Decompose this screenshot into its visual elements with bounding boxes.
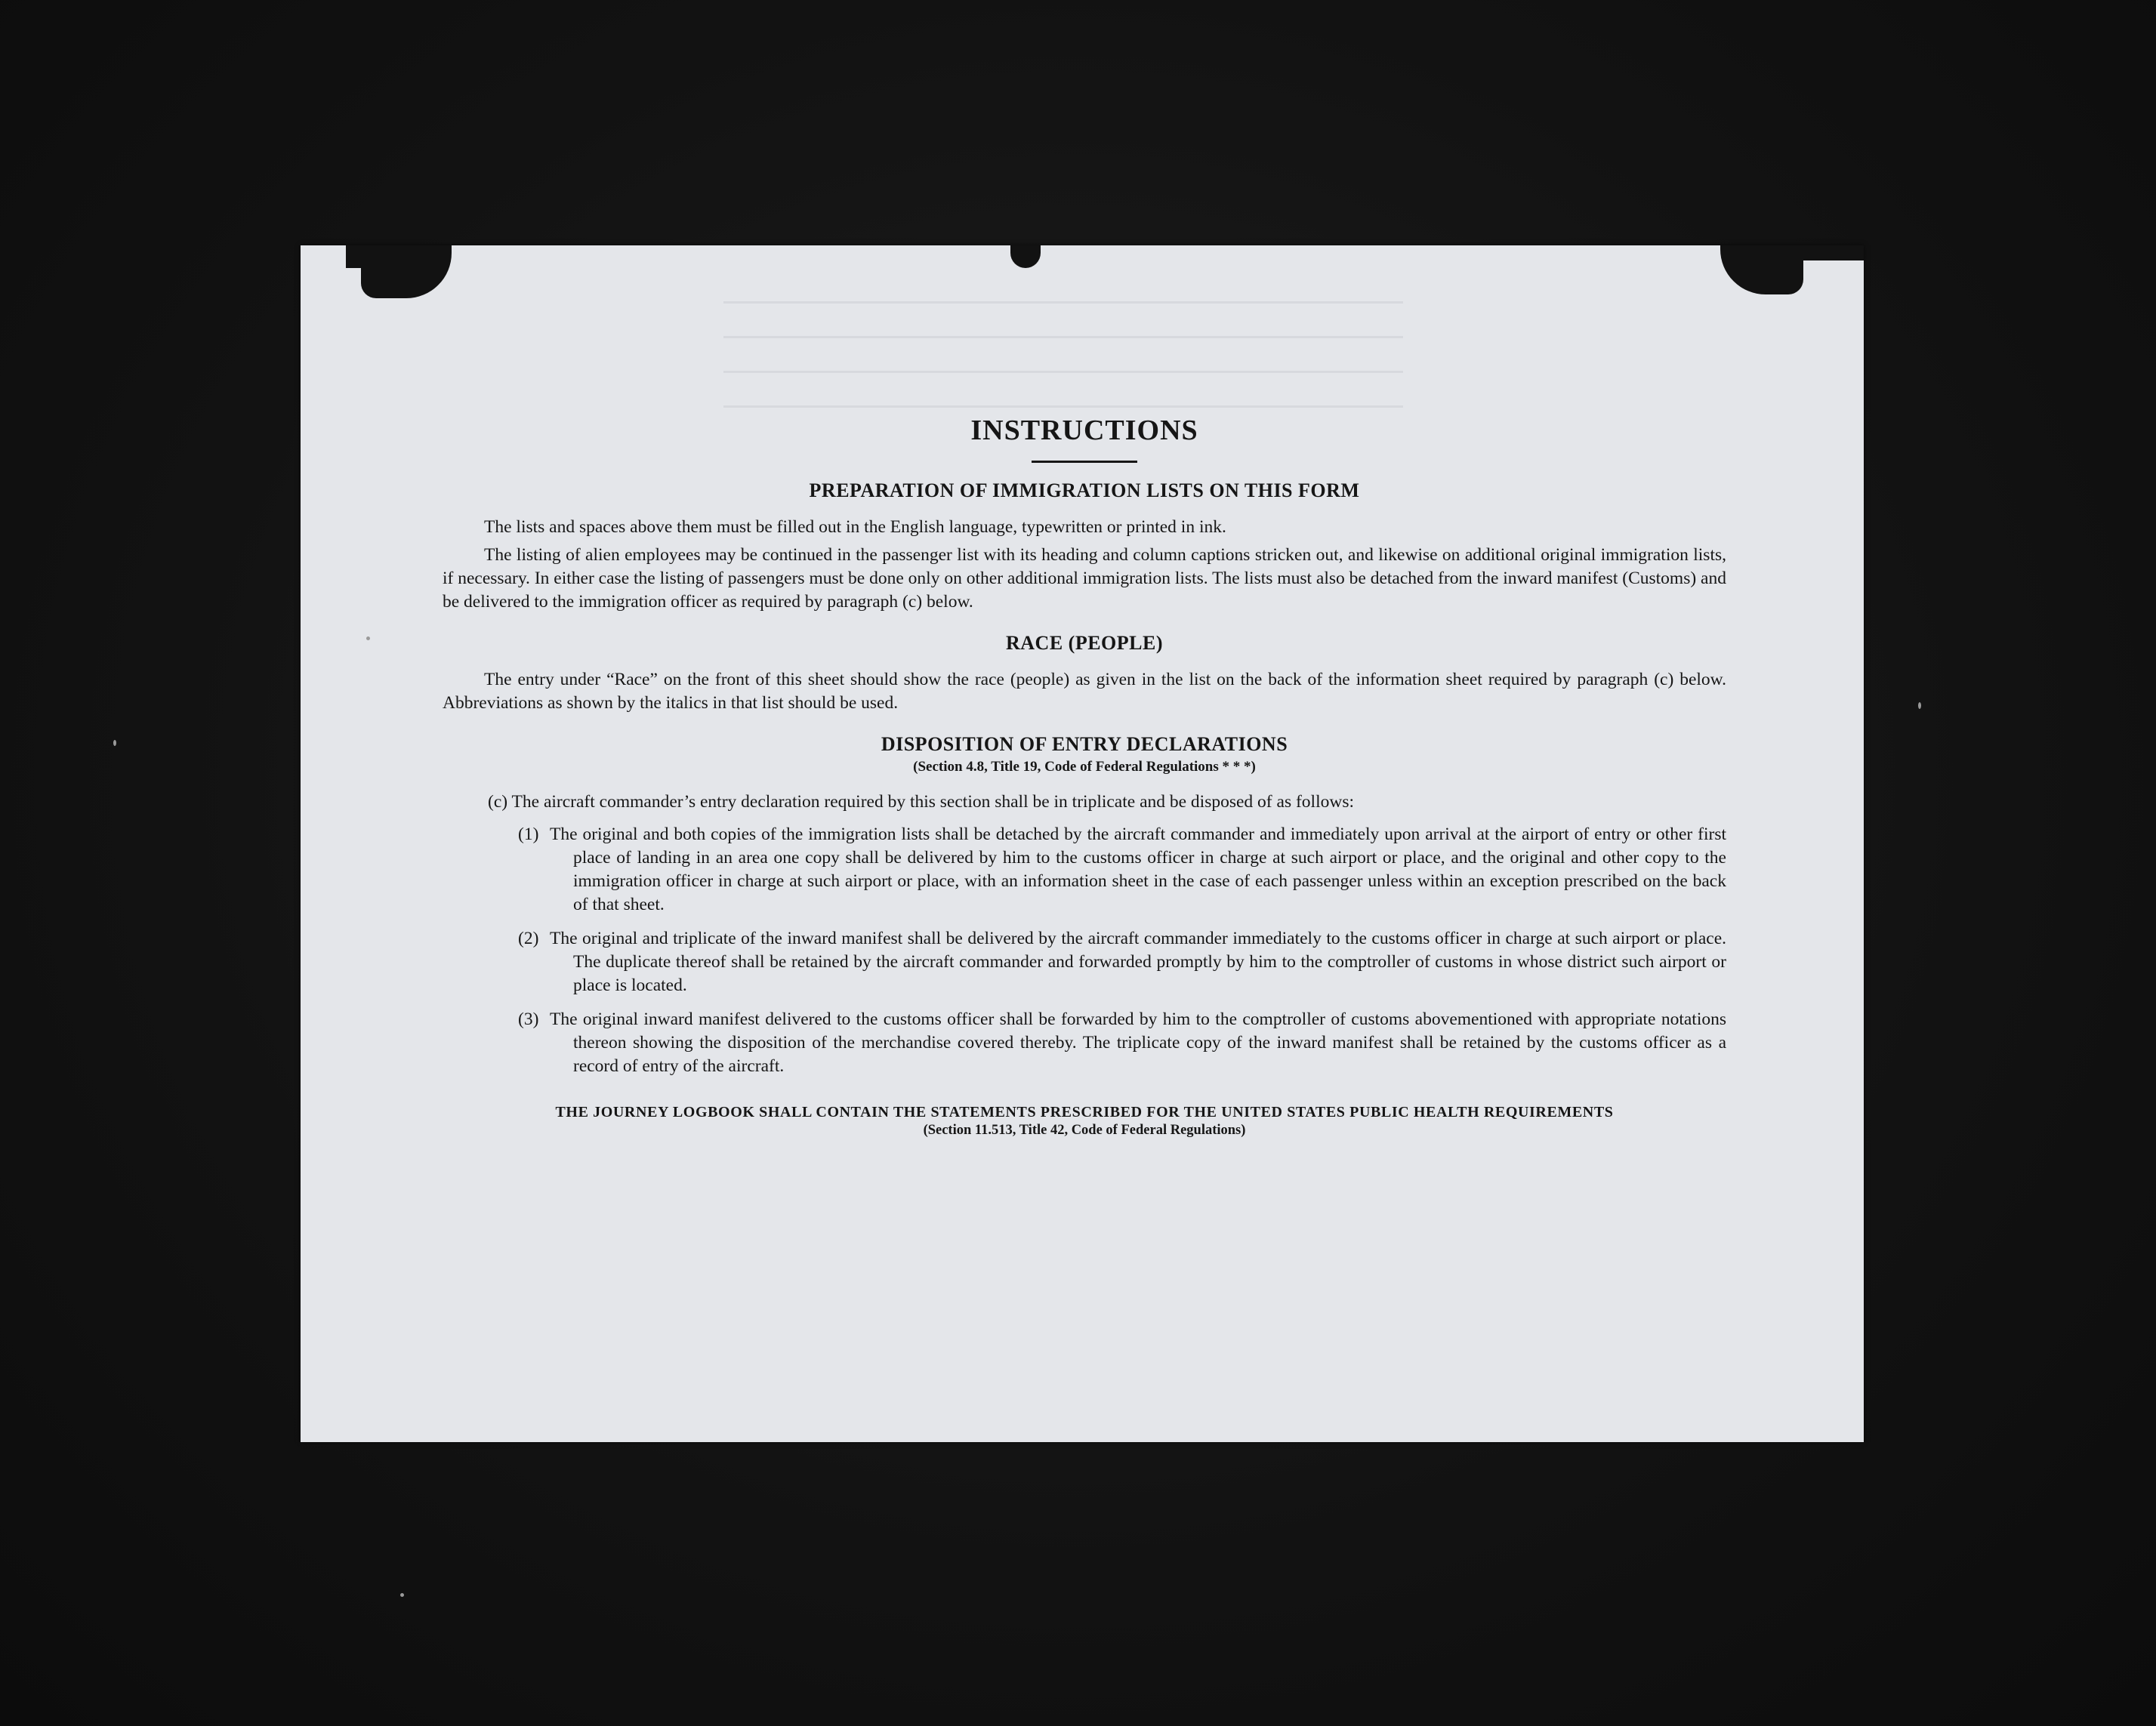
item-number: (1) bbox=[518, 824, 539, 844]
dust-speck bbox=[400, 1593, 404, 1597]
disposition-clause: (c) The aircraft commander’s entry declaration required by this section shall be in triplicate and be disposed of as follows: bbox=[488, 791, 1354, 812]
item-text: The original and both copies of the immigration lists shall be detached by the aircraft commander and immediately upon arrival at the airport of entry or other first place of landing in an area one copy shall be delivered by him to the customs officer in charge at such airport or place, and the original and other copy to the immigration officer in charge at such airport or place, with an information sheet in the case of each passenger unless within an exception prescribed on the back of that sheet. bbox=[550, 824, 1726, 914]
preparation-heading: PREPARATION OF IMMIGRATION LISTS ON THIS FORM bbox=[809, 479, 1360, 501]
disposition-item-1 bbox=[518, 823, 1726, 917]
item-text: The original and triplicate of the inward manifest shall be delivered by the aircraft commander immediately to the customs officer in charge at such airport or place. The duplicate thereof shall be retained by the aircraft commander and forwarded promptly by him to the comptroller of customs in whose district such airport or place is located. bbox=[550, 928, 1726, 995]
page-title: INSTRUCTIONS bbox=[970, 415, 1198, 446]
dust-speck bbox=[1918, 702, 1921, 709]
preparation-paragraph-2: The listing of alien employees may be continued in the passenger list with its heading and column captions stricken out, and likewise on additional original immigration lists, if necessary. In either case the listing of passengers must be done only on other additional immigration lists. The lists must also be detached from the inward manifest (Customs) and be delivered to the immigration officer as required by paragraph (c) below. bbox=[443, 544, 1726, 612]
torn-edge-right bbox=[1720, 245, 1803, 294]
document-sheet bbox=[301, 245, 1864, 1442]
dust-speck bbox=[366, 636, 370, 640]
disposition-item-2 bbox=[518, 927, 1726, 997]
logbook-heading: THE JOURNEY LOGBOOK SHALL CONTAIN THE STATEMENTS PRESCRIBED FOR THE UNITED STATES PUBLIC HEALTH REQUIREMENTS bbox=[555, 1103, 1614, 1120]
bleed-through-texture bbox=[723, 294, 1403, 408]
title-rule bbox=[1032, 461, 1137, 463]
item-text: The original inward manifest delivered to the customs officer shall be forwarded by him to the comptroller of customs abovementioned with appropriate notations thereon showing the disposition of the merchandise covered thereby. The triplicate copy of the inward manifest shall be retained by the customs officer as a record of entry of the aircraft. bbox=[550, 1009, 1726, 1076]
disposition-subheading: (Section 4.8, Title 19, Code of Federal Regulations * * *) bbox=[913, 758, 1256, 775]
instructions-content bbox=[443, 415, 1726, 1139]
dust-speck bbox=[113, 740, 116, 746]
race-heading: RACE (PEOPLE) bbox=[1006, 631, 1163, 654]
logbook-subheading: (Section 11.513, Title 42, Code of Federal Regulations) bbox=[923, 1122, 1246, 1138]
torn-edge-left-notch bbox=[346, 245, 376, 268]
torn-edge-right-corner bbox=[1803, 245, 1864, 260]
item-number: (3) bbox=[518, 1009, 539, 1029]
disposition-heading: DISPOSITION OF ENTRY DECLARATIONS bbox=[881, 732, 1288, 755]
torn-edge-center bbox=[1010, 245, 1041, 268]
race-paragraph: The entry under “Race” on the front of this sheet should show the race (people) as given in the list on the back of the information sheet required by paragraph (c) below. Abbreviations as shown by the italics in that list should be used. bbox=[443, 669, 1726, 713]
disposition-item-3 bbox=[518, 1008, 1726, 1078]
preparation-paragraph-1: The lists and spaces above them must be filled out in the English language, typewritten or printed in ink. bbox=[484, 516, 1226, 537]
item-number: (2) bbox=[518, 928, 539, 948]
